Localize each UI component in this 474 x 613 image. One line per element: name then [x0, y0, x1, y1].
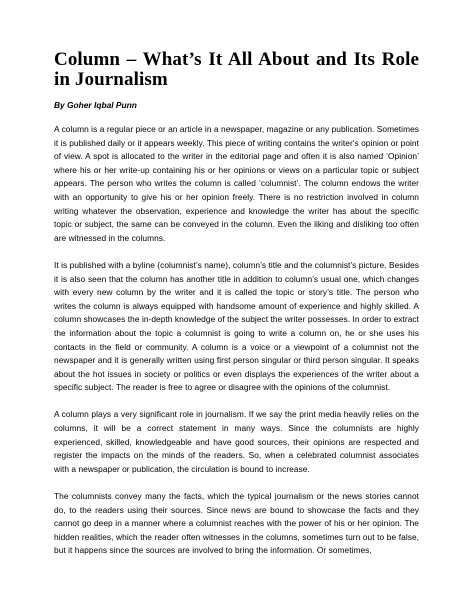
paragraph-2: It is published with a byline (columnist’s name), column’s title and the columnist’s picture. Besides it is also seen that the column has another title in addition to column’s usual one, which changes with every new column by the writer and it is called the topic or story’s title. The person who writes the column is always equipped with handsome amount of experience and highly skilled. A column showcases the in-depth knowledge of the subject the writer possesses. In order to extract the information about the topic a columnist is going to write a column on, he or she uses his contacts in the field or community. A column is a voice or a viewpoint of a columnist not the newspaper and it is generally written using first person singular or third person singular. It speaks about the hot issues in society or politics or even displays the experiences of the writer about a specific subject. The reader is free to agree or disagree with the opinions of the columnist.	[54, 259, 419, 393]
document-title: Column – What’s It All About and Its Role in Journalism	[54, 49, 419, 90]
paragraph-3: A column plays a very significant role in journalism. If we say the print media heavily relies on the columns, it will be a correct statement in many ways. Since the columnists are highly experienced, skilled, knowledgeable and have good sources, their opinions are respected and register the impacts on the minds of the readers. So, when a celebrated columnist associates with a newspaper or publication, the circulation is bound to increase.	[54, 409, 419, 474]
author-byline: By Goher Iqbal Punn	[54, 100, 137, 110]
paragraph-4: The columnists convey many the facts, which the typical journalism or the news stories cannot do, to the readers using their sources. Since news are bound to showcase the facts and they cannot go deep in a manner where a columnist reaches with the power of his or her opinion. The hidden realities, which the reader often witnesses in the columns, sometimes turn out to be false, but it happens since the sources are involved to bring the information. Or sometimes,	[54, 491, 419, 556]
paragraph-1: A column is a regular piece or an article in a newspaper, magazine or any publication. Sometimes it is published daily or it appears weekly. This piece of writing contains the writer's opinion or point of view. A spot is allocated to the writer in the editorial page and often it is also named ‘Opinion’ where his or her write-up containing his or her opinions or views on a particular topic or subject appears. The person who writes the column is called ‘columnist’. The column endows the writer with an opportunity to give his or her opinion freely. There is no restriction involved in column writing whatever the observation, experience and knowledge the writer has about the specific topic or subject, the same can be conveyed in the column. Even the liking and disliking too often are witnessed in the columns.	[54, 124, 419, 243]
